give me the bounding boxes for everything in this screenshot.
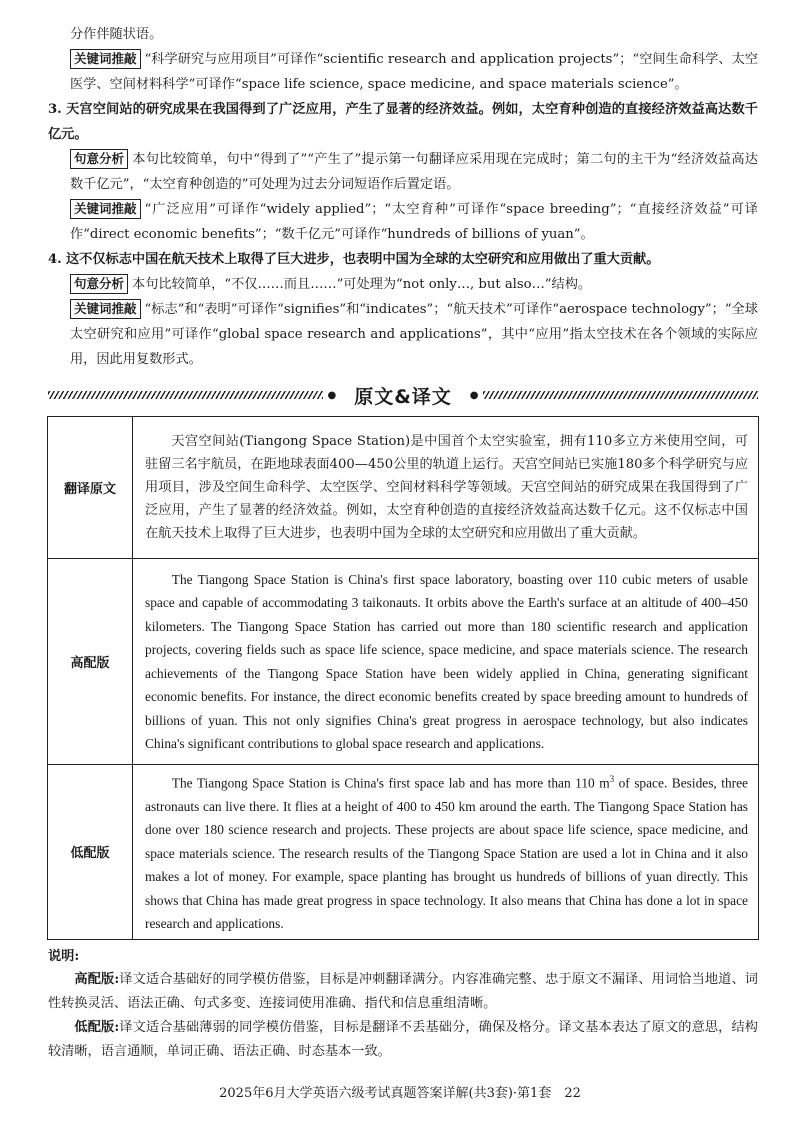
table-row — [48, 417, 759, 559]
keyword-tag: 关键词推敲 — [70, 299, 141, 319]
low-version-text: The Tiangong Space Station is China's first space lab and has more than 110 $m^3$ of space. Besides, three astronauts can live there. It flies at a height of 400 to 450 km around the earth. The Tiangong Space Station has done over 180 science research and projects. These projects are about space life science, space medicine, and space materials science. The research results of the Tiangong Space Station are used a lot in China and it also makes a lot of money. For example, space planting has brought us hundreds of billions of yuan directly. This shows that China has made great progress in space technology. It also means that China has done a lot in space research and applications. — [145, 774, 748, 932]
keyword-block-2 — [48, 47, 758, 97]
section-title: 原文&译文 — [354, 385, 452, 408]
analysis-tag: 句意分析 — [70, 274, 128, 294]
item-sentence: 这不仅标志中国在航天技术上取得了巨大进步，也表明中国为全球的太空研究和应用做出了重大贡献。 — [65, 252, 660, 267]
analysis-text: 本句比较简单，“不仅……而且……”可处理为“not only…, but also…”结构。 — [132, 277, 592, 292]
analysis-tag: 句意分析 — [70, 149, 128, 169]
item-4-sentence — [48, 247, 758, 272]
intro-line: 分作伴随状语。 — [70, 27, 163, 42]
source-text: 天宫空间站(Tiangong Space Station)是中国首个太空实验室，拥有110多立方米使用空间，可驻留三名宇航员，在距地球表面400—450公里的轨道上运行。天宫空间站已实施180多个科学研究与应用项目，涉及空间生命科学、太空医学、空间材料科学等领域。天宫空间站的研究成果在我国得到了广泛应用，产生了显著的经济效益。例如，太空育种创造的直接经济效益高达数千亿元。这不仅标志中国在航天技术上取得了巨大进步，也表明中国为全球的太空研究和应用做出了重大贡献。 — [145, 434, 749, 541]
notes-section — [48, 946, 758, 1064]
item-number: 4. — [48, 252, 62, 267]
table-row — [48, 559, 759, 765]
row-label: 翻译原文 — [48, 417, 133, 559]
item-3-keywords — [48, 197, 758, 247]
hatch-divider-left — [48, 391, 323, 399]
row-content — [133, 765, 759, 940]
page-footer: 2025年6月大学英语六级考试真题答案详解(共3套)·第1套 22 — [219, 1086, 581, 1101]
keyword-tag: 关键词推敲 — [70, 199, 141, 219]
note-high: 高配版:译文适合基础好的同学模仿借鉴，目标是冲刺翻译满分。内容准确完整、忠于原文不漏译、用词恰当地道、词性转换灵活、语法正确、句式多变、连接词使用准确、指代和信息重组清晰。 — [48, 971, 758, 1011]
item-4-keywords — [48, 297, 758, 372]
item-3-sentence — [48, 97, 758, 147]
keyword-text: “广泛应用”可译作“widely applied”；“太空育种”可译作“space breeding”；“直接经济效益”可译作“direct economic benefits”；“数千亿元”可译作“hundreds of billions of yuan”。 — [70, 202, 758, 242]
row-content — [133, 559, 759, 765]
hatch-divider-right — [483, 391, 758, 399]
row-label: 低配版 — [48, 765, 133, 940]
notes-heading: 说明: — [48, 948, 80, 964]
keyword-text: “科学研究与应用项目”可译作“scientific research and application projects”；“空间生命科学、太空医学、空间材料科学”可译作“space life science, space medicine, and space materials science”。 — [70, 52, 758, 92]
page-content — [48, 22, 758, 1064]
row-label: 高配版 — [48, 559, 133, 765]
item-number: 3. — [48, 102, 62, 117]
translation-table — [47, 416, 759, 940]
item-sentence: 天宫空间站的研究成果在我国得到了广泛应用，产生了显著的经济效益。例如，太空育种创造的直接经济效益高达数千亿元。 — [48, 102, 758, 142]
section-banner — [48, 380, 758, 410]
bullet-icon: ● — [469, 389, 479, 401]
keyword-tag: 关键词推敲 — [70, 49, 141, 69]
table-row — [48, 765, 759, 940]
bullet-icon: ● — [327, 389, 337, 401]
item-4-analysis — [48, 272, 758, 297]
row-content — [133, 417, 759, 559]
high-version-text: The Tiangong Space Station is China's first space laboratory, boasting over 110 cubic meters of usable space and capable of accommodating 3 taikonauts. It orbits above the Earth's surface at an altitude of 400–450 kilometers. The Tiangong Space Station has carried out more than 180 scientific research and application projects, covering fields such as space life science, space medicine, and space materials science. The research achievements of the Tiangong Space Station have been widely applied in China, generating significant economic benefits. For instance, the direct economic benefits created by space breeding amount to hundreds of billions of yuan. This not only signifies China's great progress in aerospace technology, but also indicates China's significant contributions to global space research and applications. — [145, 571, 748, 751]
keyword-text: “标志”和“表明”可译作“signifies”和“indicates”；“航天技术”可译作“aerospace technology”；“全球太空研究和应用”可译作“global space research and applications”，其中“应用”指太空技术在各个领域的实际应用，因此用复数形式。 — [70, 302, 758, 367]
note-low: 低配版:译文适合基础薄弱的同学模仿借鉴，目标是翻译不丢基础分，确保及格分。译文基本表达了原文的意思，结构较清晰，语言通顺，单词正确、语法正确、时态基本一致。 — [48, 1019, 758, 1059]
item-3-analysis — [48, 147, 758, 197]
analysis-text: 本句比较简单，句中“得到了”“产生了”提示第一句翻译应采用现在完成时；第二句的主干为“经济效益高达数千亿元”，“太空育种创造的”可处理为过去分词短语作后置定语。 — [70, 152, 758, 192]
